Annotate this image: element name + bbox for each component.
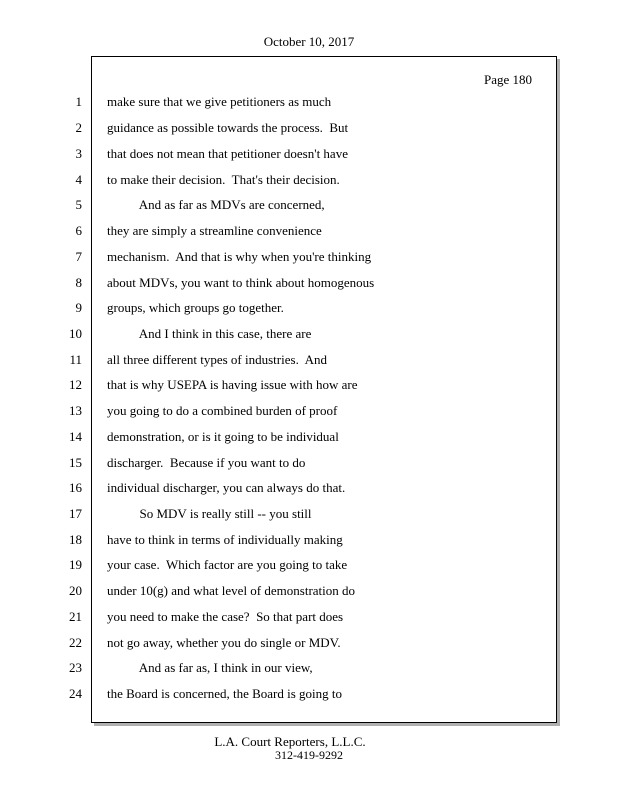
transcript-line: that does not mean that petitioner doesn't have [107,146,348,161]
page-number: Page 180 [484,72,533,87]
line-number: 17 [69,506,82,521]
line-number: 4 [75,172,82,187]
transcript-line: that is why USEPA is having issue with how are [107,377,358,392]
transcript-line: guidance as possible towards the process. But [107,120,349,135]
transcript-line: they are simply a streamline convenience [107,223,322,238]
transcript-line: you going to do a combined burden of proof [107,403,338,418]
line-number: 2 [75,120,82,135]
line-number: 19 [69,557,82,572]
line-number: 13 [69,403,82,418]
transcript-line: all three different types of industries. And [107,352,327,367]
court-reporter-phone: 312-419-9292 [275,748,343,762]
transcript-line: not go away, whether you do single or MDV. [107,635,341,650]
line-number: 15 [69,455,82,470]
line-number: 24 [69,686,82,701]
transcript-line: demonstration, or is it going to be individual [107,429,339,444]
transcript-line: about MDVs, you want to think about homogenous [107,275,375,290]
line-number: 14 [69,429,82,444]
transcript-line: the Board is concerned, the Board is going to [107,686,343,701]
transcript-line: under 10(g) and what level of demonstration do [107,583,356,598]
transcript-line: make sure that we give petitioners as much [107,94,332,109]
line-number: 3 [75,146,82,161]
line-number: 21 [69,609,82,624]
transcript-line: you need to make the case? So that part does [107,609,344,624]
transcript-line: And as far as, I think in our view, [107,660,313,675]
line-number: 18 [69,532,82,547]
line-number: 1 [75,94,82,109]
line-number: 11 [69,352,82,367]
transcript-line: your case. Which factor are you going to take [107,557,348,572]
line-number: 16 [69,480,82,495]
line-number: 7 [75,249,82,264]
line-number: 20 [69,583,82,598]
transcript-line: have to think in terms of individually making [107,532,343,547]
line-number: 23 [69,660,82,675]
court-reporter-name: L.A. Court Reporters, L.L.C. [214,734,366,749]
transcript-line: So MDV is really still -- you still [107,506,312,521]
line-number: 5 [75,197,82,212]
line-number: 9 [75,300,82,315]
line-number: 22 [69,635,82,650]
transcript-line: individual discharger, you can always do that. [107,480,346,495]
transcript-line: mechanism. And that is why when you're thinking [107,249,372,264]
transcript-line: to make their decision. That's their decision. [107,172,340,187]
transcript-line: And I think in this case, there are [107,326,312,341]
transcript-date: October 10, 2017 [263,34,355,49]
line-number: 8 [75,275,82,290]
transcript-line: discharger. Because if you want to do [107,455,306,470]
line-number: 12 [69,377,82,392]
transcript-line: groups, which groups go together. [107,300,284,315]
line-number: 6 [75,223,82,238]
line-number: 10 [69,326,82,341]
transcript-line: And as far as MDVs are concerned, [107,197,325,212]
